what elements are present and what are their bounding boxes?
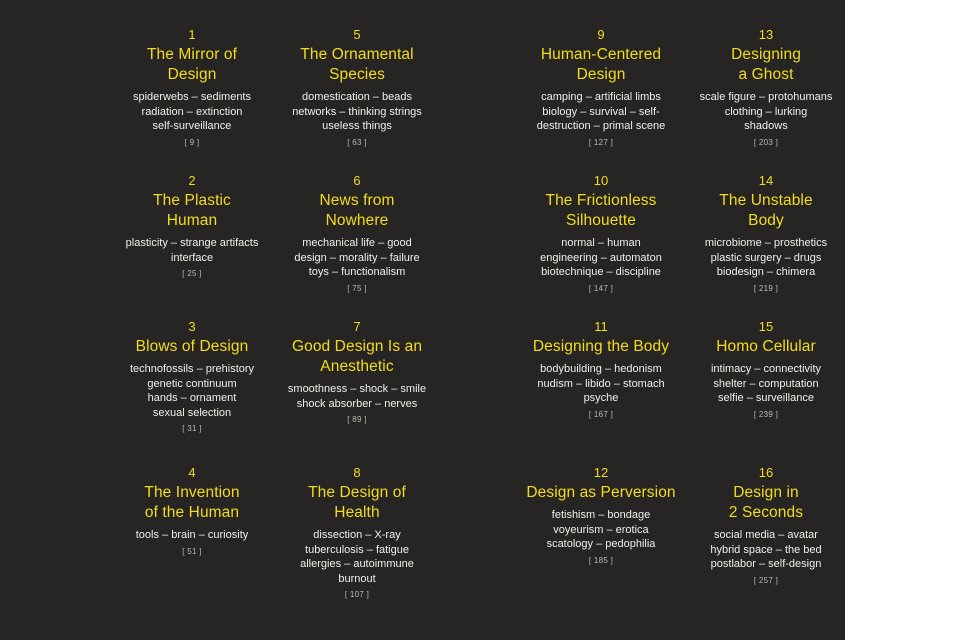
chapter-keywords (547, 508, 656, 552)
chapter-entry (681, 320, 851, 420)
page-number: [ 239 ] (753, 409, 779, 419)
chapter-number: 1 (188, 27, 196, 42)
keyword-line: interface (170, 251, 214, 264)
keyword-line: genetic continuum (147, 377, 237, 390)
chapter-title (546, 191, 657, 231)
chapter-entry (272, 28, 442, 148)
chapter-number: 12 (593, 465, 609, 480)
keyword-line: intimacy – connectivity (710, 363, 822, 375)
chapter-title-line: a Ghost (738, 66, 794, 83)
keyword-line: domestication – beads (301, 91, 413, 103)
chapter-title (320, 191, 395, 231)
keyword-line: fetishism – bondage (551, 509, 651, 521)
chapter-title-line: The Frictionless (545, 192, 657, 209)
chapter-title-line: of the Human (144, 504, 240, 521)
keyword-line: radiation – extinction (141, 105, 243, 118)
chapter-keywords (300, 528, 414, 586)
keyword-line: biology – survival – self- (542, 105, 660, 118)
chapter-title-line: Species (329, 66, 385, 83)
keyword-line: allergies – autoimmune (300, 558, 414, 570)
chapter-number: 15 (758, 319, 774, 334)
keyword-line: technofossils – prehistory (129, 363, 255, 375)
chapter-entry (107, 466, 277, 557)
keyword-line: shelter – computation (713, 377, 819, 390)
keyword-line: engineering – automaton (540, 251, 662, 264)
chapter-entry (516, 174, 686, 294)
chapter-entry (681, 28, 851, 148)
chapter-title-line: Blows of Design (135, 338, 249, 355)
keyword-line: psyche (583, 392, 619, 404)
keyword-line: normal – human (561, 237, 641, 249)
chapter-keywords (288, 382, 426, 411)
chapter-number: 6 (353, 173, 361, 188)
keyword-line: camping – artificial limbs (541, 91, 661, 103)
chapter-title (541, 45, 661, 85)
page-number: [ 51 ] (182, 546, 202, 556)
chapter-title (292, 337, 422, 377)
chapter-keywords (294, 236, 419, 280)
chapter-title (729, 483, 803, 523)
chapter-title-line: Silhouette (566, 212, 636, 229)
chapter-keywords (710, 528, 821, 572)
keyword-line: burnout (338, 572, 376, 585)
chapter-title-line: Human-Centered (540, 46, 662, 63)
chapter-number: 8 (353, 465, 361, 480)
chapter-title-line: 2 Seconds (728, 504, 804, 521)
chapter-number: 16 (758, 465, 774, 480)
chapter-title-line: The Unstable (719, 192, 813, 209)
keyword-line: hybrid space – the bed (710, 543, 822, 556)
chapter-keywords (537, 90, 665, 134)
chapter-title-line: Design (576, 66, 626, 83)
keyword-line: self-surveillance (152, 120, 232, 132)
chapter-title-line: Designing (731, 46, 801, 63)
chapter-entry (272, 466, 442, 600)
chapter-title-line: News from (319, 192, 395, 209)
chapter-entry (272, 174, 442, 294)
chapter-title (308, 483, 406, 523)
chapter-number: 5 (353, 27, 361, 42)
keyword-line: nudism – libido – stomach (537, 377, 665, 390)
chapter-number: 2 (188, 173, 196, 188)
page-number: [ 257 ] (753, 575, 779, 585)
chapter-entry (516, 28, 686, 148)
chapter-number: 11 (594, 319, 608, 334)
chapter-keywords (537, 362, 664, 406)
chapter-title-line: Design as Perversion (526, 484, 676, 501)
chapter-title (153, 191, 231, 231)
keyword-line: bodybuilding – hedonism (540, 363, 662, 375)
page-number: [ 203 ] (753, 137, 779, 147)
chapter-keywords (711, 362, 821, 406)
chapter-entry (681, 174, 851, 294)
keyword-line: biotechnique – discipline (541, 266, 661, 278)
chapter-title (716, 337, 816, 357)
chapter-title-line: Nowhere (325, 212, 389, 229)
keyword-line: networks – thinking strings (292, 105, 422, 118)
keyword-line: toys – functionalism (308, 266, 406, 278)
keyword-line: postlabor – self-design (710, 558, 822, 570)
page-number: [ 63 ] (347, 137, 367, 147)
keyword-line: smoothness – shock – smile (287, 383, 427, 395)
chapter-title-line: The Ornamental (300, 46, 414, 63)
chapter-entry (107, 174, 277, 279)
chapter-title-line: Design in (733, 484, 799, 501)
keyword-line: design – morality – failure (294, 251, 420, 264)
chapter-entry (107, 28, 277, 148)
chapter-keywords (700, 90, 833, 134)
page-number: [ 107 ] (344, 590, 370, 599)
chapter-keywords (126, 236, 259, 265)
chapter-title-line: Designing the Body (532, 338, 670, 355)
keyword-line: tools – brain – curiosity (135, 529, 249, 541)
page-number: [ 9 ] (184, 137, 200, 147)
keyword-line: sexual selection (152, 406, 232, 419)
chapter-number: 10 (593, 173, 609, 188)
keyword-line: useless things (322, 120, 392, 132)
chapter-entry (681, 466, 851, 586)
chapter-keywords (130, 362, 254, 420)
keyword-line: microbiome – prosthetics (704, 237, 828, 249)
page-number: [ 31 ] (182, 424, 202, 433)
page-number: [ 167 ] (588, 409, 614, 419)
chapter-title-line: Anesthetic (320, 358, 394, 375)
chapter-entry (107, 320, 277, 434)
chapter-title-line: The Plastic (153, 192, 231, 209)
keyword-line: hands – ornament (147, 392, 237, 404)
chapter-title-line: Human (166, 212, 218, 229)
keyword-line: plasticity – strange artifacts (125, 237, 259, 249)
page-number: [ 25 ] (182, 269, 202, 278)
chapter-entry (516, 320, 686, 420)
page-number: [ 147 ] (588, 283, 614, 293)
page-number: [ 89 ] (347, 415, 367, 424)
chapter-keywords (705, 236, 827, 280)
chapter-title-line: The Mirror of (146, 46, 237, 63)
chapter-number: 3 (188, 319, 196, 334)
chapter-title (144, 483, 239, 523)
page-number: [ 127 ] (588, 137, 614, 147)
chapter-title-line: Body (748, 212, 784, 229)
chapter-title-line: The Invention (144, 484, 240, 501)
keyword-line: selfie – surveillance (717, 392, 814, 404)
chapter-title-line: Health (334, 504, 380, 521)
keyword-line: mechanical life – good (302, 237, 412, 249)
chapter-title-line: Design (167, 66, 217, 83)
keyword-line: spiderwebs – sediments (132, 91, 251, 103)
chapter-title-line: Homo Cellular (716, 338, 816, 355)
chapter-entry (516, 466, 686, 566)
page-number: [ 185 ] (588, 555, 614, 565)
chapter-title (136, 337, 249, 357)
keyword-line: biodesign – chimera (716, 266, 816, 278)
chapter-title (533, 337, 669, 357)
chapter-keywords (136, 528, 249, 543)
chapter-title (719, 191, 812, 231)
chapter-title-line: Good Design Is an (291, 338, 423, 355)
keyword-line: scatology – pedophilia (546, 538, 656, 550)
chapter-number: 13 (758, 27, 774, 42)
chapter-keywords (292, 90, 422, 134)
chapter-title-line: The Design of (308, 484, 406, 501)
chapter-keywords (133, 90, 251, 134)
chapter-keywords (540, 236, 662, 280)
page-number: [ 75 ] (347, 283, 367, 293)
chapter-title (731, 45, 801, 85)
chapter-number: 14 (758, 173, 774, 188)
keyword-line: dissection – X-ray (313, 529, 401, 541)
chapter-entry (272, 320, 442, 425)
keyword-line: scale figure – protohumans (699, 91, 833, 103)
chapter-title (147, 45, 237, 85)
chapter-number: 9 (597, 27, 605, 42)
keyword-line: social media – avatar (714, 529, 818, 541)
keyword-line: destruction – primal scene (536, 120, 666, 132)
chapter-number: 4 (188, 465, 196, 480)
keyword-line: plastic surgery – drugs (710, 251, 822, 264)
keyword-line: shadows (744, 120, 788, 132)
chapter-number: 7 (353, 319, 361, 334)
keyword-line: shock absorber – nerves (296, 397, 418, 410)
keyword-line: clothing – lurking (724, 105, 808, 118)
chapter-title (300, 45, 413, 85)
keyword-line: tuberculosis – fatigue (305, 543, 409, 556)
keyword-line: voyeurism – erotica (553, 523, 649, 536)
chapter-title (526, 483, 675, 503)
page-number: [ 219 ] (753, 283, 779, 293)
